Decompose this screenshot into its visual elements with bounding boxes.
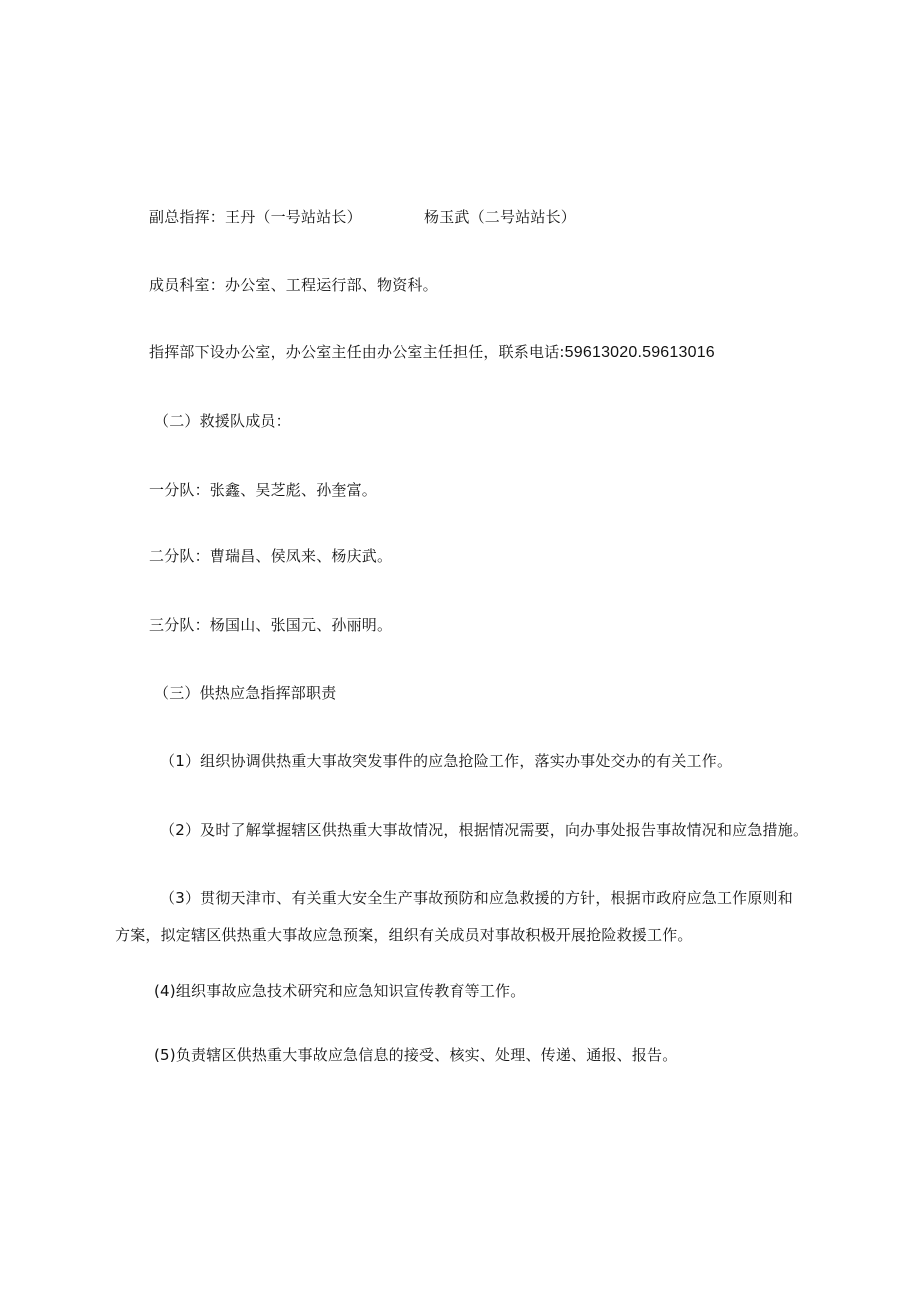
duty-1: （1）组织协调供热重大事故突发事件的应急抢险工作，落实办事处交办的有关工作。 — [160, 752, 733, 770]
vice-commander-2: 杨玉武（二号站站长） — [424, 208, 577, 226]
office-phones: 59613020.59613016 — [564, 344, 715, 361]
office-description: 指挥部下设办公室，办公室主任由办公室主任担任，联系电话: — [149, 343, 565, 361]
duty-3-line-1: （3）贯彻天津市、有关重大安全生产事故预防和应急救援的方针，根据市政府应急工作原则和 — [160, 889, 793, 907]
team-2: 二分队：曹瑞昌、侯凤来、杨庆武。 — [149, 547, 393, 565]
section-3-title: （三）供热应急指挥部职责 — [154, 684, 337, 702]
member-departments: 成员科室：办公室、工程运行部、物资科。 — [149, 276, 438, 294]
office-contact-line — [149, 342, 715, 363]
team-3: 三分队：杨国山、张国元、孙丽明。 — [149, 616, 393, 634]
team-1: 一分队：张鑫、吴芝彪、孙奎富。 — [149, 481, 378, 499]
duty-4: (4)组织事故应急技术研究和应急知识宣传教育等工作。 — [154, 982, 526, 1000]
vice-commander-1: 副总指挥：王丹（一号站站长） — [149, 208, 362, 226]
section-2-title: （二）救援队成员： — [154, 412, 291, 430]
duty-2: （2）及时了解掌握辖区供热重大事故情况，根据情况需要，向办事处报告事故情况和应急措施。 — [160, 821, 809, 839]
duty-3-line-2: 方案，拟定辖区供热重大事故应急预案，组织有关成员对事故积极开展抢险救援工作。 — [115, 926, 693, 944]
duty-5: (5)负责辖区供热重大事故应急信息的接受、核实、处理、传递、通报、报告。 — [154, 1046, 678, 1064]
